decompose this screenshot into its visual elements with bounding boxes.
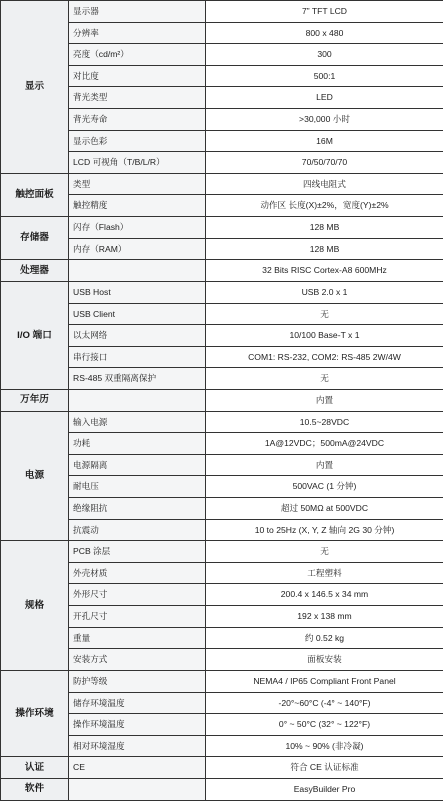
- spec-key: 重量: [69, 627, 206, 649]
- spec-value: 7” TFT LCD: [206, 1, 443, 23]
- spec-value: 工程塑料: [206, 562, 443, 584]
- spec-key: 类型: [69, 173, 206, 195]
- spec-value: 符合 CE 认证标准: [206, 757, 443, 779]
- spec-value: 10% ~ 90% (非冷凝): [206, 735, 443, 757]
- spec-key: 外壳材质: [69, 562, 206, 584]
- category-cell: 触控面板: [1, 173, 69, 216]
- spec-value: 面板安装: [206, 649, 443, 671]
- spec-key: RS-485 双重隔离保护: [69, 368, 206, 390]
- category-cell: 存储器: [1, 217, 69, 260]
- spec-key: 储存环境温度: [69, 692, 206, 714]
- spec-key: 安装方式: [69, 649, 206, 671]
- spec-key: 耐电压: [69, 476, 206, 498]
- spec-key: 分辨率: [69, 22, 206, 44]
- spec-key: 外形尺寸: [69, 584, 206, 606]
- category-cell: 操作环境: [1, 670, 69, 756]
- category-cell: 规格: [1, 541, 69, 671]
- spec-value: 约 0.52 kg: [206, 627, 443, 649]
- spec-value: 内置: [206, 454, 443, 476]
- spec-key: 串行接口: [69, 346, 206, 368]
- spec-value: 0° ~ 50°C (32° ~ 122°F): [206, 714, 443, 736]
- category-cell: 认证: [1, 757, 69, 779]
- spec-value: 10 to 25Hz (X, Y, Z 轴向 2G 30 分钟): [206, 519, 443, 541]
- spec-value: 70/50/70/70: [206, 152, 443, 174]
- spec-key: USB Host: [69, 281, 206, 303]
- spec-value: 300: [206, 44, 443, 66]
- spec-value: 无: [206, 541, 443, 563]
- category-cell: 电源: [1, 411, 69, 541]
- spec-key: 以太网络: [69, 325, 206, 347]
- spec-key: 亮度（cd/m²）: [69, 44, 206, 66]
- spec-row: [1, 389, 443, 411]
- spec-key: 触控精度: [69, 195, 206, 217]
- category-cell: 软件: [1, 778, 69, 800]
- spec-row: [1, 670, 443, 692]
- spec-key: 内存（RAM）: [69, 238, 206, 260]
- spec-key: 操作环境温度: [69, 714, 206, 736]
- spec-key: [69, 260, 206, 282]
- spec-key: 背光寿命: [69, 109, 206, 131]
- spec-value: 动作区 长度(X)±2%，宽度(Y)±2%: [206, 195, 443, 217]
- spec-key: 抗震动: [69, 519, 206, 541]
- spec-table-body: [1, 1, 443, 801]
- spec-key: 电源隔离: [69, 454, 206, 476]
- spec-row: [1, 757, 443, 779]
- spec-value: >30,000 小时: [206, 109, 443, 131]
- spec-value: 500:1: [206, 65, 443, 87]
- spec-value: 500VAC (1 分钟): [206, 476, 443, 498]
- spec-row: [1, 281, 443, 303]
- spec-value: 800 x 480: [206, 22, 443, 44]
- spec-key: [69, 389, 206, 411]
- spec-key: 绝缘阻抗: [69, 498, 206, 520]
- spec-value: 内置: [206, 389, 443, 411]
- spec-key: 相对环境湿度: [69, 735, 206, 757]
- spec-key: USB Client: [69, 303, 206, 325]
- category-cell: 处理器: [1, 260, 69, 282]
- spec-value: 200.4 x 146.5 x 34 mm: [206, 584, 443, 606]
- category-cell: 万年历: [1, 389, 69, 411]
- spec-value: -20°~60°C (-4° ~ 140°F): [206, 692, 443, 714]
- spec-value: USB 2.0 x 1: [206, 281, 443, 303]
- spec-value: COM1: RS-232, COM2: RS-485 2W/4W: [206, 346, 443, 368]
- spec-row: [1, 411, 443, 433]
- spec-key: 闪存（Flash）: [69, 217, 206, 239]
- spec-key: 输入电源: [69, 411, 206, 433]
- spec-key: [69, 778, 206, 800]
- spec-value: LED: [206, 87, 443, 109]
- spec-key: 防护等级: [69, 670, 206, 692]
- spec-value: 1A@12VDC；500mA@24VDC: [206, 433, 443, 455]
- spec-key: CE: [69, 757, 206, 779]
- spec-value: 10/100 Base-T x 1: [206, 325, 443, 347]
- spec-row: [1, 260, 443, 282]
- spec-value: 无: [206, 368, 443, 390]
- spec-value: 128 MB: [206, 217, 443, 239]
- spec-key: 对比度: [69, 65, 206, 87]
- spec-value: 无: [206, 303, 443, 325]
- spec-value: EasyBuilder Pro: [206, 778, 443, 800]
- spec-key: 功耗: [69, 433, 206, 455]
- spec-key: LCD 可视角（T/B/L/R）: [69, 152, 206, 174]
- spec-row: [1, 217, 443, 239]
- spec-value: 10.5~28VDC: [206, 411, 443, 433]
- spec-key: 显示色彩: [69, 130, 206, 152]
- category-cell: I/O 端口: [1, 281, 69, 389]
- spec-value: 超过 50MΩ at 500VDC: [206, 498, 443, 520]
- spec-key: 背光类型: [69, 87, 206, 109]
- spec-value: 32 Bits RISC Cortex-A8 600MHz: [206, 260, 443, 282]
- spec-value: 四线电阻式: [206, 173, 443, 195]
- spec-key: PCB 涂层: [69, 541, 206, 563]
- category-cell: 显示: [1, 1, 69, 174]
- spec-row: [1, 173, 443, 195]
- spec-value: NEMA4 / IP65 Compliant Front Panel: [206, 670, 443, 692]
- spec-key: 显示器: [69, 1, 206, 23]
- spec-row: [1, 1, 443, 23]
- spec-row: [1, 541, 443, 563]
- spec-value: 192 x 138 mm: [206, 606, 443, 628]
- spec-value: 128 MB: [206, 238, 443, 260]
- spec-row: [1, 778, 443, 800]
- spec-value: 16M: [206, 130, 443, 152]
- spec-key: 开孔尺寸: [69, 606, 206, 628]
